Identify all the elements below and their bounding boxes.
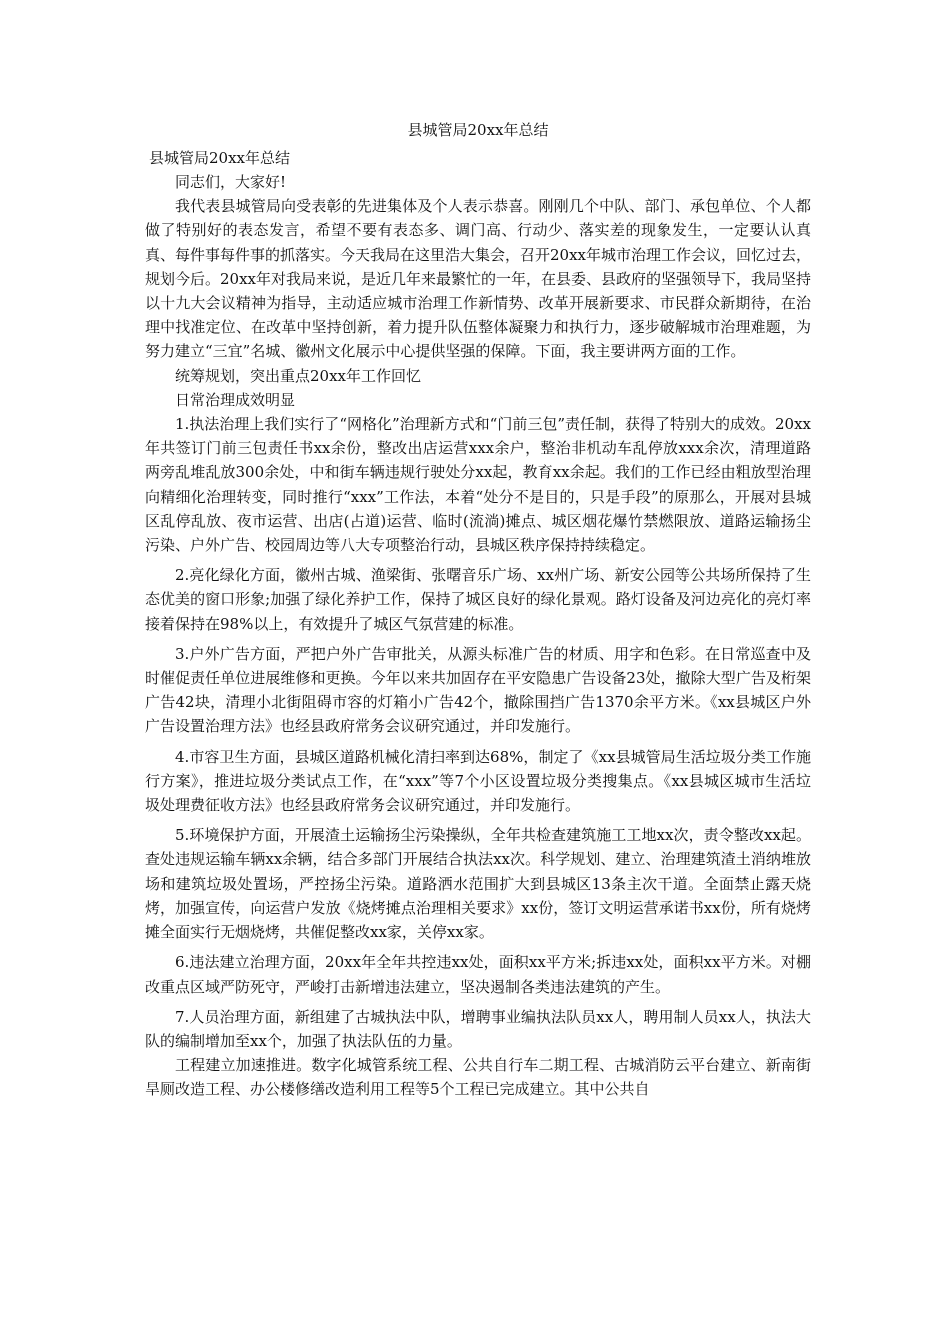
document-page: [145, 118, 811, 1102]
section-heading: 统筹规划，突出重点20xx年工作回忆: [175, 366, 422, 385]
paragraph-item-4: 4.市容卫生方面，县城区道路机械化清扫率到达68%，制定了《xx县城管局生活垃圾分类工作施行方案》，推进垃圾分类试点工作，在“xxx”等7个小区设置垃圾分类搜集点。《xx县城区城市生活垃圾处理费征收方法》也经县政府常务会议研究通过，并印发施行。: [145, 747, 811, 815]
paragraph-intro: 我代表县城管局向受表彰的先进集体及个人表示恭喜。刚刚几个中队、部门、承包单位、个人都做了特别好的表态发言，希望不要有表态多、调门高、行动少、落实差的现象发生，一定要认认真真、每件事每件事的抓落实。今天我局在这里浩大集会，召开20xx年城市治理工作会议，回忆过去，规划今后。20xx年对我局来说，是近几年来最繁忙的一年，在县委、县政府的坚强领导下，我局坚持以十九大会议精神为指导，主动适应城市治理工作新情势、改革开展新要求、市民群众新期待，在治理中找准定位、在改革中坚持创新，着力提升队伍整体凝聚力和执行力，逐步破解城市治理难题，为努力建立“三宜”名城、徽州文化展示中心提供坚强的保障。下面，我主要讲两方面的工作。: [145, 197, 812, 361]
subsection-heading: 日常治理成效明显: [175, 390, 296, 409]
paragraph-item-5: 5.环境保护方面，开展渣土运输扬尘污染操纵，全年共检查建筑施工工地xx次，责令整改xx起。查处违规运输车辆xx余辆，结合多部门开展结合执法xx次。科学规划、建立、治理建筑渣土消纳堆放场和建筑垃圾处置场，严控扬尘污染。道路洒水范围扩大到县城区13条主次干道。全面禁止露天烧烤，加强宣传，向运营户发放《烧烤摊点治理相关要求》xx份，签订文明运营承诺书xx份，所有烧烤摊全面实行无烟烧烤，共催促整改xx家，关停xx家。: [145, 826, 811, 942]
paragraph-item-1: 1.执法治理上我们实行了“网格化”治理新方式和“门前三包”责任制，获得了特别大的成效。20xx年共签订门前三包责任书xx余份，整改出店运营xxx余户，整治非机动车乱停放xxx余次，清理道路两旁乱堆乱放300余处，中和街车辆违规行驶处分xx起，教育xx余起。我们的工作已经由粗放型治理向精细化治理转变，同时推行“xxx”工作法，本着“处分不是目的，只是手段”的原那么，开展对县城区乱停乱放、夜市运营、出店(占道)运营、临时(流淌)摊点、城区烟花爆竹禁燃限放、道路运输扬尘污染、户外广告、校园周边等八大专项整治行动，县城区秩序保持持续稳定。: [145, 415, 811, 555]
paragraph-item-7: 7.人员治理方面，新组建了古城执法中队，增聘事业编执法队员xx人，聘用制人员xx人，执法大队的编制增加至xx个，加强了执法队伍的力量。: [145, 1007, 811, 1050]
document-subtitle: 县城管局20xx年总结: [149, 149, 291, 167]
paragraph-greeting: 同志们，大家好!: [175, 173, 287, 191]
paragraph-projects: 工程建立加速推进。数字化城管系统工程、公共自行车二期工程、古城消防云平台建立、新南街旱厕改造工程、办公楼修缮改造利用工程等5个工程已完成建立。其中公共自: [145, 1056, 811, 1099]
paragraph-item-2: 2.亮化绿化方面，徽州古城、渔梁街、张曙音乐广场、xx州广场、新安公园等公共场所保持了生态优美的窗口形象;加强了绿化养护工作，保持了城区良好的绿化景观。路灯设备及河边亮化的亮灯率接着保持在98%以上，有效提升了城区气氛营建的标准。: [145, 566, 811, 633]
paragraph-item-6: 6.违法建立治理方面，20xx年全年共控违xx处，面积xx平方米;拆违xx处，面积xx平方米。对棚改重点区域严防死守，严峻打击新增违法建立，坚决遏制各类违法建筑的产生。: [145, 953, 811, 996]
document-title: 县城管局20xx年总结: [407, 121, 549, 139]
paragraph-item-3: 3.户外广告方面，严把户外广告审批关，从源头标准广告的材质、用字和色彩。在日常巡查中及时催促责任单位进展维修和更换。今年以来共加固存在平安隐患广告设备23处，撤除大型广告及桁架广告42块，清理小北街阻碍市容的灯箱小广告42个，撤除围挡广告1370余平方米。《xx县城区户外广告设置治理方法》也经县政府常务会议研究通过，并印发施行。: [145, 644, 811, 736]
